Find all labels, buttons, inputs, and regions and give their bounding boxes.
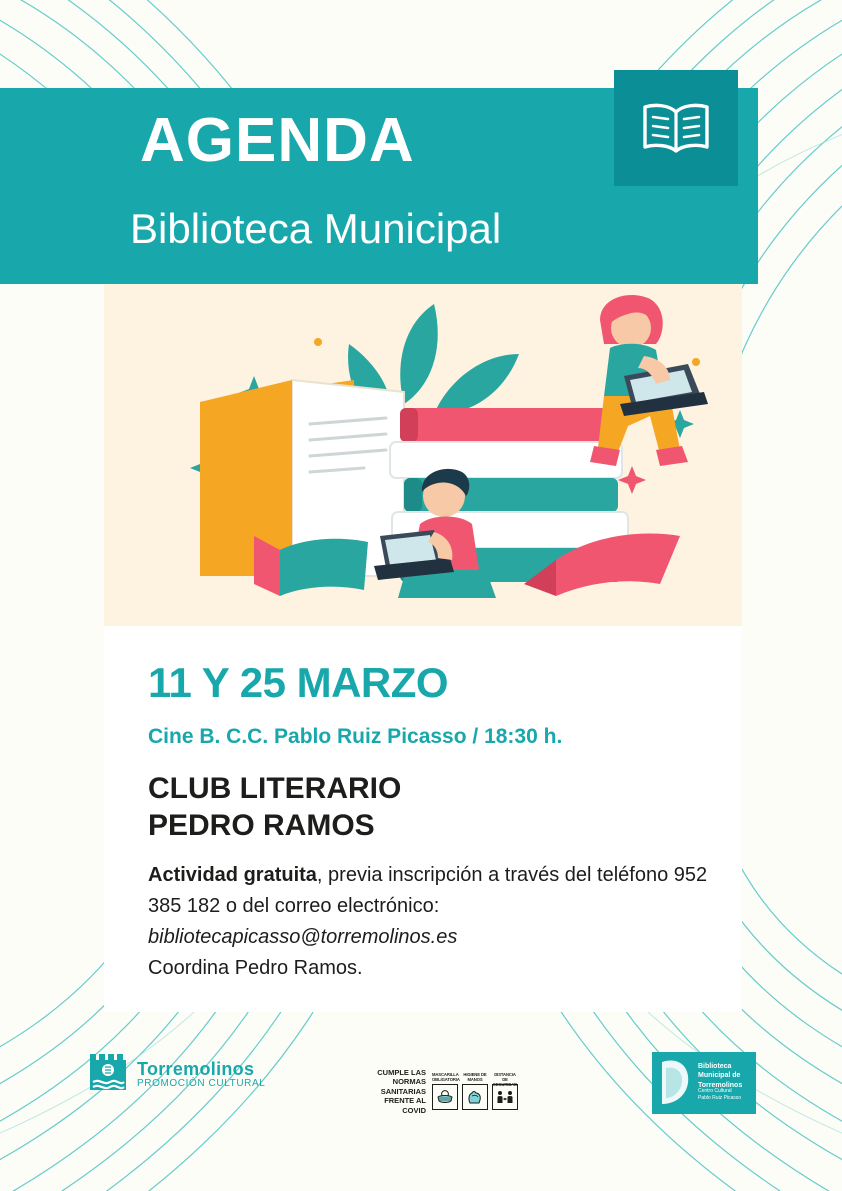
open-book-icon bbox=[614, 70, 738, 186]
mask-caption: MASCARILLA OBLIGATORIA bbox=[432, 1071, 460, 1082]
library-logo-sub1: Centro Cultural bbox=[698, 1088, 732, 1094]
library-logo-line2: Municipal de bbox=[698, 1072, 741, 1080]
library-logo-line3: Torremolinos bbox=[698, 1081, 743, 1089]
torremolinos-city-logo bbox=[88, 1052, 265, 1098]
event-description bbox=[148, 860, 718, 984]
coordinator-note: Coordina Pedro Ramos. bbox=[148, 957, 363, 979]
page-subtitle: Biblioteca Municipal bbox=[130, 205, 502, 252]
event-venue: Cine B. C.C. Pablo Ruiz Picasso / 18:30 h. bbox=[148, 725, 563, 748]
free-activity-label: Actividad gratuita bbox=[148, 864, 317, 886]
covid-item-distance bbox=[492, 1073, 518, 1110]
registration-info: , previa inscripción a través del teléfono 952 385 182 o del correo electrónico: bbox=[148, 864, 708, 917]
event-illustration bbox=[104, 284, 742, 626]
covid-text-line3: FRENTE AL COVID bbox=[384, 1096, 426, 1115]
torremolinos-crest-icon bbox=[88, 1052, 128, 1098]
event-date: 11 Y 25 MARZO bbox=[148, 659, 449, 706]
covid-item-hands bbox=[462, 1073, 488, 1110]
library-logo-text bbox=[698, 1062, 742, 1090]
covid-icon-row bbox=[432, 1073, 518, 1110]
hand-wash-icon bbox=[462, 1084, 488, 1110]
event-title bbox=[148, 770, 401, 844]
hands-caption: HIGIENE DE MANOS bbox=[463, 1071, 487, 1082]
face-mask-icon bbox=[432, 1084, 458, 1110]
city-tagline: PROMOCIÓN CULTURAL bbox=[137, 1078, 266, 1090]
library-logo bbox=[652, 1052, 756, 1114]
covid-guidelines-text bbox=[368, 1068, 426, 1115]
event-title-line1: CLUB LITERARIO bbox=[148, 772, 402, 805]
distance-caption: DISTANCIA DE SEGURIDAD bbox=[492, 1071, 518, 1087]
covid-guidelines bbox=[368, 1068, 518, 1115]
covid-text-line1: CUMPLE LAS bbox=[377, 1068, 426, 1077]
city-name: Torremolinos bbox=[137, 1059, 255, 1080]
contact-email: bibliotecapicasso@torremolinos.es bbox=[148, 926, 458, 948]
library-logo-line1: Biblioteca bbox=[698, 1063, 732, 1070]
social-distance-icon bbox=[492, 1084, 518, 1110]
covid-text-line2: NORMAS SANITARIAS bbox=[380, 1077, 426, 1096]
event-title-line2: PEDRO RAMOS bbox=[148, 809, 375, 843]
page-title: AGENDA bbox=[140, 106, 415, 175]
library-logo-subtext bbox=[698, 1088, 741, 1101]
covid-item-mask bbox=[432, 1073, 458, 1110]
library-logo-sub2: Pablo Ruiz Picasso bbox=[698, 1094, 742, 1101]
